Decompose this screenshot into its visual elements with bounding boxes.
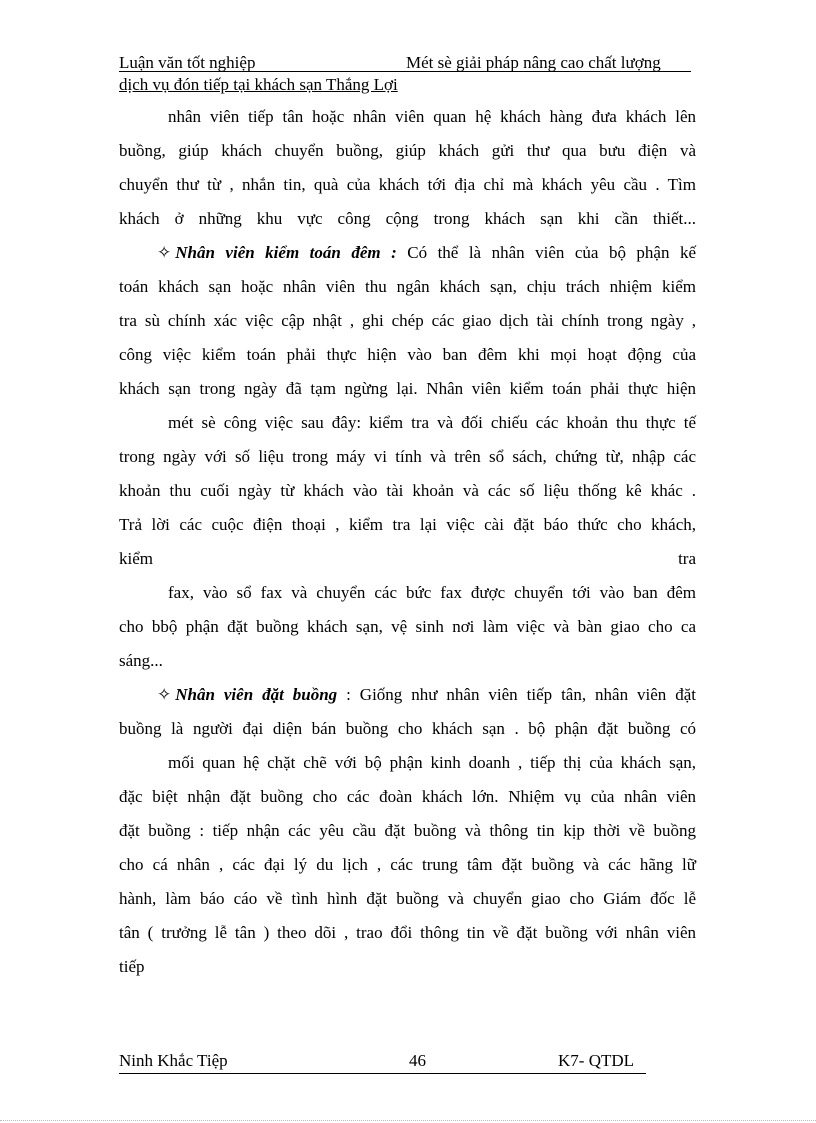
body-line: khoản thu cuối ngày từ khách vào tài khoản và các số liệu thống kê khác . <box>119 481 696 500</box>
body-line: : Giống như nhân viên tiếp tân, nhân viên đặt <box>346 685 697 704</box>
header-right: Mét sè giải pháp nâng cao chất lượng <box>406 53 661 72</box>
body-line: khách ở những khu vực công cộng trong khách sạn khi cần thiết... <box>119 209 696 228</box>
body-line: trong ngày với số liệu trong máy vi tính và trên sổ sách, chứng từ, nhập các <box>119 447 696 466</box>
body-line: buồng là người đại diện bán buồng cho khách sạn . bộ phận đặt buồng có <box>119 719 696 738</box>
star-bullet-icon: ✧ <box>157 243 172 262</box>
body-line: khách sạn trong ngày đã tạm ngừng lại. Nhân viên kiểm toán phải thực hiện <box>119 379 696 398</box>
body-line: toán khách sạn hoặc nhân viên thu ngân khách sạn, chịu trách nhiệm kiểm <box>119 277 696 296</box>
body-line: đặt buồng : tiếp nhận các yêu cầu đặt buồng và thông tin kịp thời về buồng <box>119 821 696 840</box>
footer-page-number: 46 <box>409 1051 426 1070</box>
footer-class: K7- QTDL <box>558 1051 635 1070</box>
body-line: sáng... <box>119 651 163 670</box>
body-line: tiếp <box>119 957 145 976</box>
page-edge-divider <box>0 1120 816 1121</box>
footer-author: Ninh Khắc Tiệp <box>119 1051 228 1070</box>
body-line: tra sù chính xác việc cập nhật , ghi chép các giao dịch tài chính trong ngày , <box>119 311 696 330</box>
body-line: nhân viên tiếp tân hoặc nhân viên quan hệ khách hàng đưa khách lên <box>168 107 696 126</box>
header-rule <box>119 71 691 72</box>
star-bullet-icon: ✧ <box>157 685 172 704</box>
body-line: mét sè công việc sau đây: kiểm tra và đối chiếu các khoản thu thực tế <box>168 413 696 432</box>
heading-booking: Nhân viên đặt buồng <box>175 685 338 704</box>
body-line: tân ( trưởng lễ tân ) theo dõi , trao đổi thông tin về đặt buồng với nhân viên <box>119 923 696 942</box>
header-left: Luận văn tốt nghiệp <box>119 53 256 72</box>
body-line-split <box>119 542 696 576</box>
body-line: cho cá nhân , các đại lý du lịch , các trung tâm đặt buồng và các hãng lữ <box>119 855 696 874</box>
paragraph-booking-first-line <box>157 678 696 712</box>
body-word-left: kiểm <box>119 549 153 568</box>
body-line: Có thể là nhân viên của bộ phận kế <box>407 243 697 262</box>
paragraph-audit-first-line <box>157 236 696 270</box>
heading-audit: Nhân viên kiểm toán đêm : <box>175 243 397 262</box>
body-line: đặc biệt nhận đặt buồng cho các đoàn khách lớn. Nhiệm vụ của nhân viên <box>119 787 696 806</box>
body-line: fax, vào sổ fax và chuyển các bức fax được chuyển tới vào ban đêm <box>168 583 696 602</box>
body-line: buồng, giúp khách chuyển buồng, giúp khách gửi thư qua bưu điện và <box>119 141 696 160</box>
body-word-right: tra <box>678 549 696 568</box>
body-line: chuyển thư từ , nhắn tin, quà của khách tới địa chỉ mà khách yêu cầu . Tìm <box>119 175 696 194</box>
body-line: hành, làm báo cáo về tình hình đặt buồng và chuyển giao cho Giám đốc lễ <box>119 889 696 908</box>
body-line: cho bbộ phận đặt buồng khách sạn, vệ sinh nơi làm việc và bàn giao cho ca <box>119 617 696 636</box>
body-line: Trả lời các cuộc điện thoại , kiểm tra lại việc cài đặt báo thức cho khách, <box>119 515 696 534</box>
header-subtitle: dịch vụ đón tiếp tại khách sạn Thắng Lợi <box>119 75 398 94</box>
body-line: công việc kiểm toán phải thực hiện vào ban đêm khi mọi hoạt động của <box>119 345 696 364</box>
page-footer <box>119 1049 646 1074</box>
page-header <box>119 52 691 96</box>
body-line: mối quan hệ chặt chẽ với bộ phận kinh doanh , tiếp thị của khách sạn, <box>168 753 696 772</box>
